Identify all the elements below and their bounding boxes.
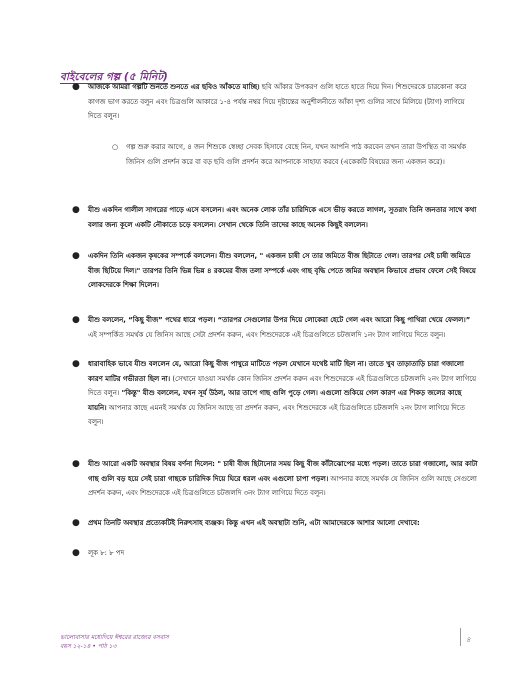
paragraph-9 — [72, 546, 478, 561]
bullet-icon: ● — [72, 251, 80, 261]
paragraph-4 — [72, 249, 478, 293]
paragraph-6 — [72, 357, 478, 430]
p6-bold-1: ধারাবাহিক ভাবে যীশু বললেন যে, আরো কিছু বীজ পাথুরে মাটিতে পড়ল যেখানে যথেষ্ট মাটি ছিল না। তাতে খুব তাড়াতাড়ি চারা গজালো কারণ মাটির গভীরতা ছিল না। — [88, 360, 464, 383]
circle-bullet-icon: ○ — [112, 143, 119, 151]
paragraph-5 — [72, 313, 478, 342]
p1-text: ছবি আঁকার উপকরণ গুলি হাতে হাতে দিয়ে দিন। শিশুদেরকে চারকোনা করে কাগজ ভাগ করতে বলুন এবং চিত্রগুলি আকারে ১-৪ পর্যন্ত নম্বর দিয়ে দৃষ্টান্তের অনুশীলনীতে আঁকা দৃশ্য গুলির সাথে মিলিয়ে (ট্যাগ) লাগিয়ে দিতে বলুন। — [88, 83, 467, 121]
p7-text: আপনার কাছে সমর্থক যে জিনিস গুলি আছে সেগুলো প্রদর্শন করুন, এবং শিশুদেরকে এই চিত্রগুলিতে চটজলদি ৩নং ট্যাগ লাগিয়ে দিতে বলুন। — [88, 474, 477, 498]
bullet-icon: ● — [72, 205, 80, 215]
footer-line-2: বয়স ১২-১৪ • পাঠ ১৩ — [60, 642, 117, 650]
bullet-icon: ● — [72, 518, 80, 528]
p9-text: লূক ৮: ৮ পদ — [88, 549, 125, 557]
page-number: ৪ — [466, 636, 471, 644]
paragraph-7 — [72, 457, 478, 501]
p7-bold: যীশু আরো একটি অবস্থার বিষয় বর্ণনা দিলেন: " চাষী বীজ ছিটানোর সময় কিছু বীজ কাঁটাঝোপের মধ্যে পড়ল। তাতে চারা গজালো, আর কাটা গাছ গুলি বড় হয়ে সেই চারা গাছকে চারিদিক দিয়ে ঘিরে ধরল এবং এগুলো চাপা পড়ল। — [88, 460, 478, 483]
p5-bold: যীশু বললেন, “কিছু বীজ” পথের ধারে পড়ল। “তারপর সেগুলোর উপর দিয়ে লোকেরা হেটে গেল এবং আরো কিছু পাখিরা খেয়ে ফেলল।” — [88, 316, 471, 324]
footer — [60, 634, 169, 651]
p6-text-1: (সেখানে যাওয়া সমর্থক কোন জিনিস প্রদর্শন করুন এবং শিশুদেরকে এই চিত্রগুলিতে চটজলদি ২নং ট্যাগ লাগিয়ে দিতে বলুন। — [88, 374, 477, 398]
bullet-icon: ● — [72, 315, 80, 325]
p5-text: এই সম্পর্কিত সমর্থক যে জিনিস আছে সেটা প্রদর্শন করুন, এবং শিশুদেরকে এই চিত্রগুলিতে চটজলদি ১নং ট্যাগ লাগিয়ে দিতে বলুন। — [88, 330, 446, 339]
p3-bold: যীশু একদিন গালীল সাগরের পাড়ে এসে বসলেন। এবং অনেক লোক তাঁর চারিদিকে এসে ভীড় করতে লাগল, সুতরাং তিনি জনতার সাথে কথা বলার জন্য কূলে একটি নৌকাতে চড়ে বসলেন। সেখান থেকে তিনি তাদের কাছে অনেক কিছুই বললেন। — [88, 206, 477, 229]
footer-divider — [460, 628, 461, 646]
p8-bold: প্রথম তিনটি অবস্থার প্রত্যেকটিই নিরুৎসাহ ব্যঞ্জক। কিন্তু এখন এই অবস্থাটা শুনি, এটা আমাদেরকে আশার আলো দেখাবে: — [88, 519, 420, 527]
p6-bold-2: "কিন্তু" যীশু বললেন, যখন সূর্য উঠল, আর তাপে গাছ গুলি পুড়ে গেল। এগুলো শুকিয়ে গেল কারণ এর শিকড় জলের কাছে যায়নি। — [88, 389, 462, 412]
paragraph-2 — [112, 140, 478, 169]
paragraph-1 — [72, 80, 478, 124]
paragraph-3 — [72, 203, 478, 232]
section-title-text: বাইবেলের গল্প (৫ মিনিট) — [60, 71, 168, 83]
p6-text-2: আপনার কাছে এমনই সমর্থক যে জিনিস আছে তা প্রদর্শন করুন, এবং শিশুদেরকে এই চিত্রগুলিতে চটজলদি ২নং ট্যাগ লাগিয়ে দিতে বলুন। — [88, 403, 465, 427]
bullet-icon: ● — [72, 359, 80, 369]
footer-line-1: ভালোবাসার মধ্যেদিয়ে ঈশ্বরের রাজ্যের বসবাস — [60, 634, 169, 641]
bullet-icon: ● — [72, 82, 80, 92]
p4-bold: একদিন তিনি একজন কৃষকের সম্পর্কে বললেন। যীশু বললেন, " একজন চাষী সে তার জমিতে বীজ ছিটাতে গেল। তারপর সেই চাষী জমিতে বীজ ছিটিয়ে দিল।" তারপর তিনি ভিন্ন ভিন্ন ৪ রকমের বীজ তলা সম্পর্কে এবং গাছ বৃদ্ধি পেতে জমির অবস্থান কিভাবে প্রভাব ফেলে সেই বিষয়ে লোকদেরকে শিক্ষা দিলেন। — [88, 252, 476, 290]
bullet-icon: ● — [72, 548, 80, 558]
p1-bold: আজকে আমরা গল্পটি শুনতে শুনতে এর ছবিও আঁকতে যাচ্ছি। — [88, 83, 260, 91]
bullet-icon: ● — [72, 459, 80, 469]
paragraph-8 — [72, 516, 478, 531]
p2-text: গল্প শুরু করার আগে, ৪ জন শিশুকে স্বেচ্ছা সেবক হিসাবে বেছে নিন, যখন আপনি পাঠ করবেন তখন তারা উপস্থিত বা সমর্থক জিনিস গুলি প্রদর্শন করে বা বড় ছবি গুলি প্রদর্শন করে আপনাকে সাহায্য করবে (একেকটি বিষয়ের জন্য একজন করে)। — [126, 143, 467, 166]
